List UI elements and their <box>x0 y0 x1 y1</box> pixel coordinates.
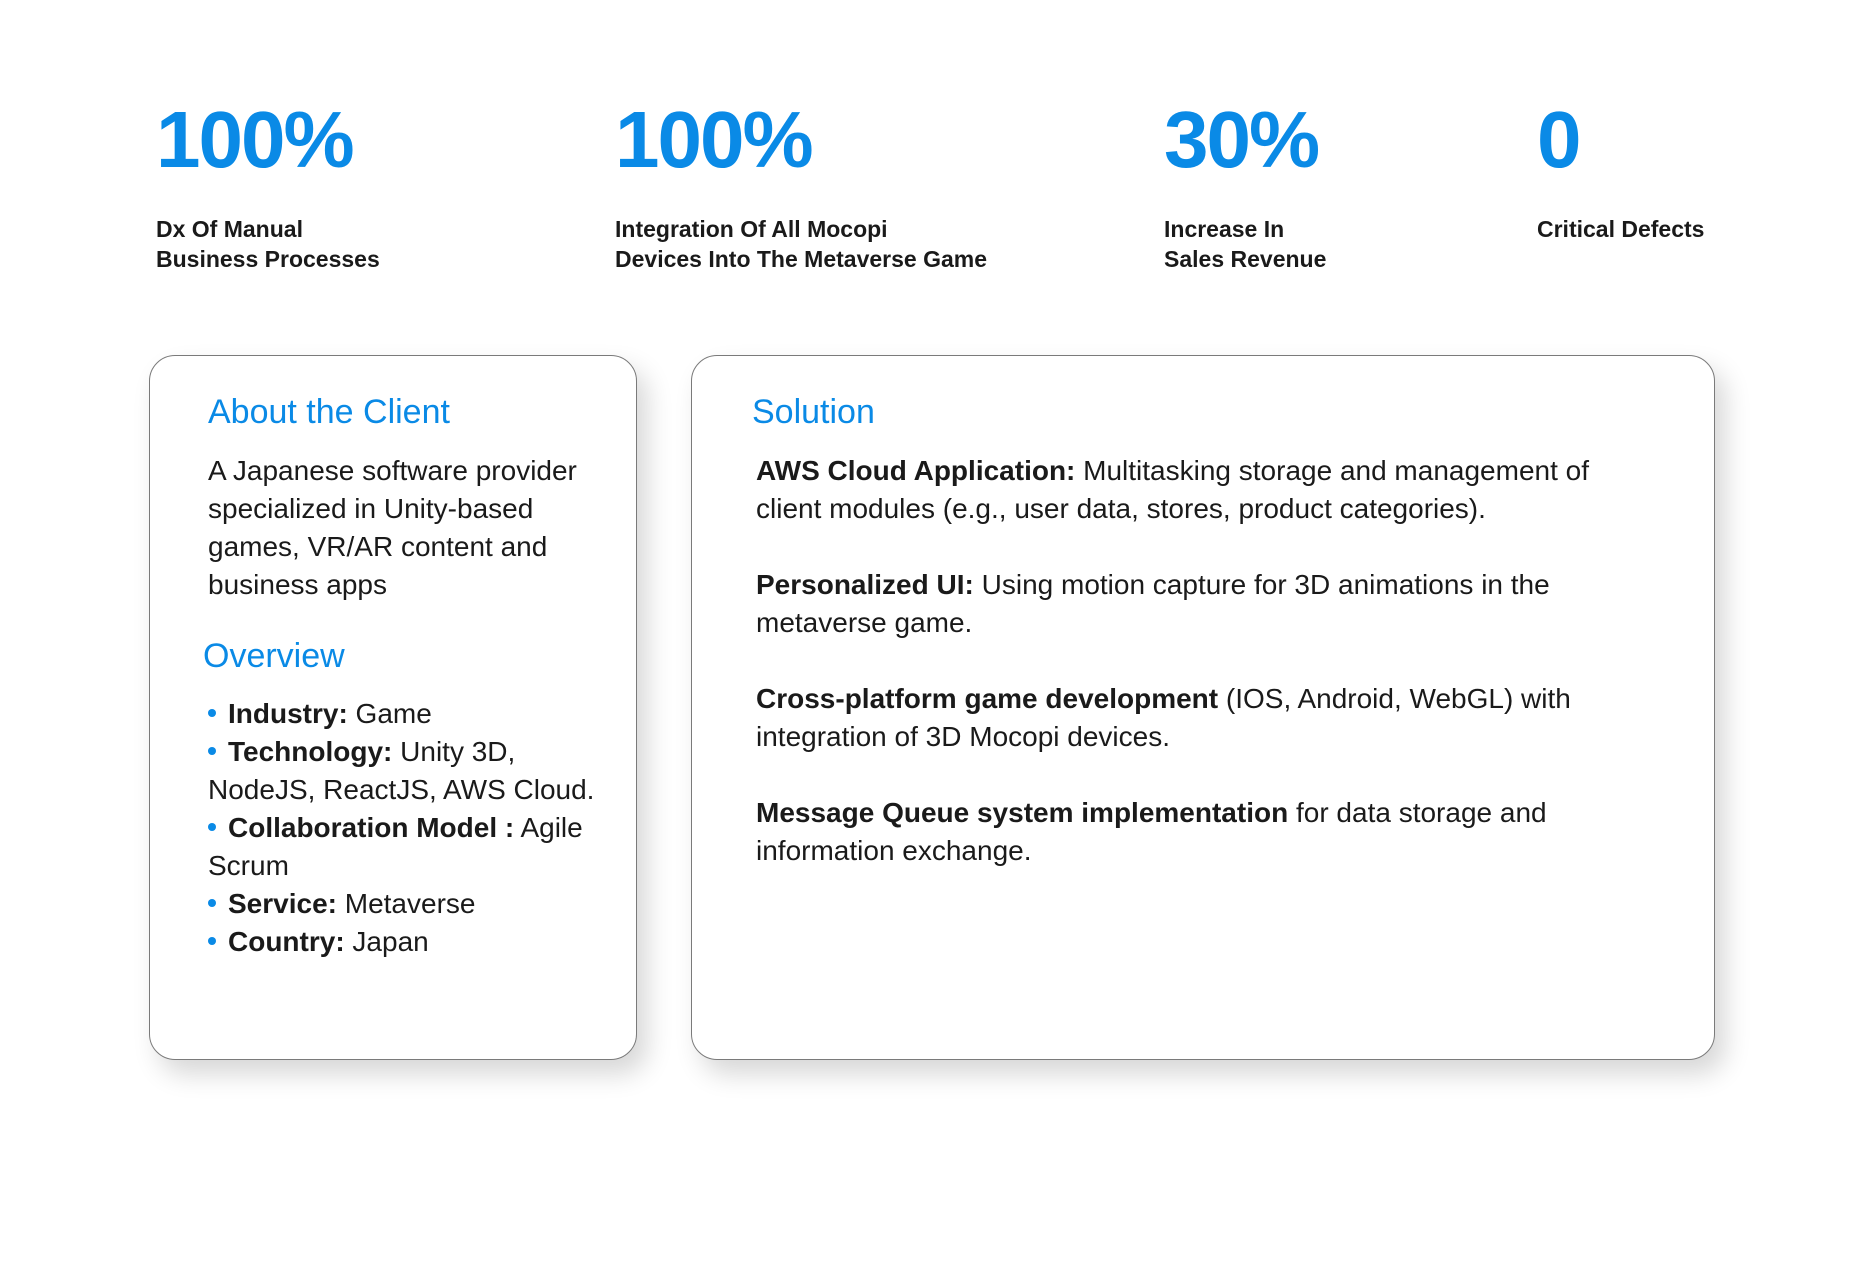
bullet-icon <box>208 823 216 831</box>
stat-label-line: Sales Revenue <box>1164 246 1327 272</box>
stat-label <box>615 214 987 274</box>
solution-card <box>691 355 1715 1060</box>
solution-heading: Solution <box>752 393 875 431</box>
solution-item <box>756 680 1656 756</box>
solution-item <box>756 566 1656 642</box>
stat-value: 30% <box>1164 95 1319 184</box>
solution-key: Message Queue system implementation <box>756 797 1289 828</box>
stat-label-line: Integration Of All Mocopi <box>615 216 888 242</box>
overview-key: Technology: <box>228 736 393 767</box>
stat-label-line: Business Processes <box>156 246 380 272</box>
about-client-text: A Japanese software provider specialized in Unity-based games, VR/AR content and business apps <box>208 455 577 600</box>
stat-mocopi-integration <box>615 95 987 274</box>
about-client-heading: About the Client <box>208 393 450 431</box>
stat-label <box>1537 214 1704 244</box>
stat-label-line: Dx Of Manual <box>156 216 303 242</box>
solution-body <box>756 452 1656 908</box>
stat-value: 100% <box>156 95 353 184</box>
overview-key: Industry: <box>228 698 348 729</box>
list-item <box>208 885 608 923</box>
solution-value: Multitasking storage and management of client modules (e.g., user data, stores, product categories). <box>756 455 1589 524</box>
solution-item <box>756 452 1656 528</box>
overview-key: Service: <box>228 888 337 919</box>
stat-value: 100% <box>615 95 812 184</box>
stat-label-line: Increase In <box>1164 216 1285 242</box>
stat-label <box>156 214 380 274</box>
solution-item <box>756 794 1656 870</box>
bullet-icon <box>208 709 216 717</box>
overview-value: Game <box>347 698 432 729</box>
solution-value: Using motion capture for 3D animations in the metaverse game. <box>756 569 1550 638</box>
solution-key: Personalized UI: <box>756 569 974 600</box>
overview-value: Japan <box>344 926 429 957</box>
stat-sales-revenue <box>1164 95 1327 274</box>
overview-value: Agile Scrum <box>208 812 583 881</box>
solution-key: Cross-platform game development <box>756 683 1219 714</box>
list-item <box>208 923 608 961</box>
stat-label-line: Critical Defects <box>1537 216 1705 242</box>
overview-heading: Overview <box>203 637 345 675</box>
stat-critical-defects <box>1537 95 1705 244</box>
overview-value: Unity 3D, NodeJS, ReactJS, AWS Cloud. <box>208 736 595 805</box>
overview-value: Metaverse <box>336 888 476 919</box>
overview-key: Collaboration Model : <box>228 812 515 843</box>
stat-label <box>1164 214 1326 274</box>
stat-label-line: Devices Into The Metaverse Game <box>615 246 987 272</box>
stat-value: 0 <box>1537 95 1580 184</box>
solution-value: (IOS, Android, WebGL) with integration of 3D Mocopi devices. <box>756 683 1571 752</box>
stat-digital-transformation <box>156 95 380 274</box>
list-item <box>208 695 608 733</box>
bullet-icon <box>208 937 216 945</box>
bullet-icon <box>208 747 216 755</box>
list-item <box>208 809 608 885</box>
client-card <box>149 355 637 1060</box>
overview-key: Country: <box>228 926 345 957</box>
solution-value: for data storage and information exchange. <box>756 797 1547 866</box>
bullet-icon <box>208 899 216 907</box>
list-item <box>208 733 608 809</box>
solution-key: AWS Cloud Application: <box>756 455 1076 486</box>
overview-list <box>208 695 608 961</box>
